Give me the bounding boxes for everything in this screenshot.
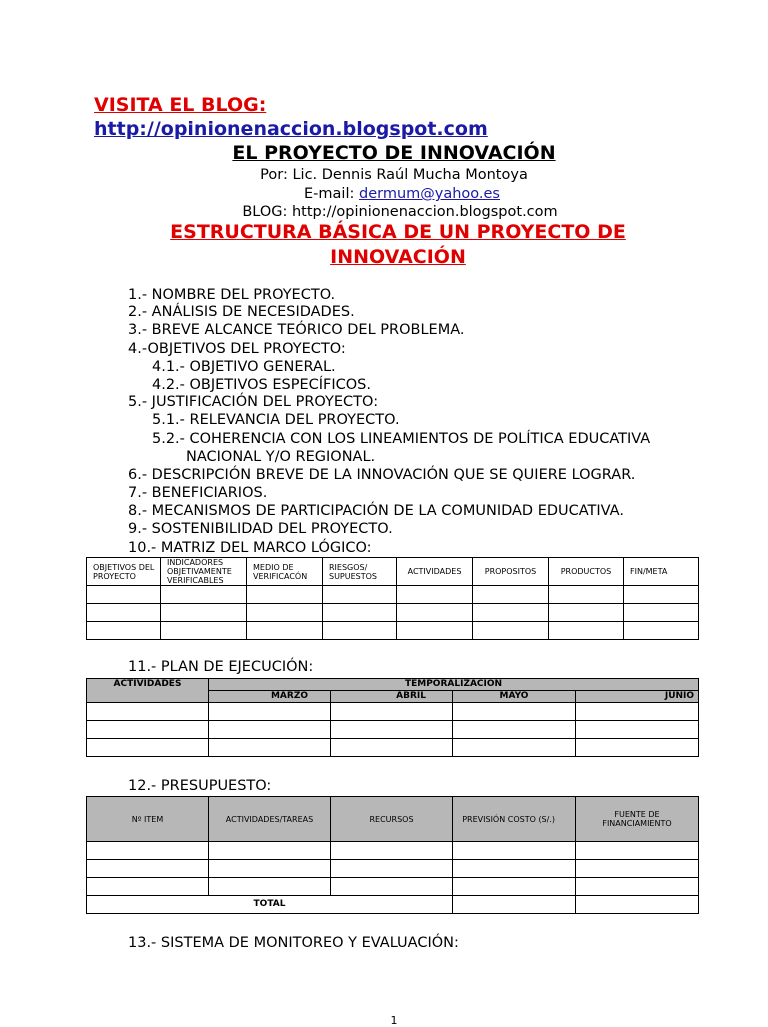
header-marzo: MARZO (209, 691, 331, 703)
blog-url-link[interactable]: http://opinionenaccion.blogspot.com (94, 118, 488, 140)
list-item: 4.2.- OBJETIVOS ESPECÍFICOS. (152, 377, 371, 393)
table-row (87, 860, 699, 878)
list-item: 8.- MECANISMOS DE PARTICIPACIÓN DE LA COMUNIDAD EDUCATIVA. (128, 503, 624, 519)
header-mayo: MAYO (453, 691, 576, 703)
header-actividades-tareas: ACTIVIDADES/TAREAS (209, 797, 331, 842)
header-propositos: PROPOSITOS (473, 558, 549, 586)
author-line: Por: Lic. Dennis Raúl Mucha Montoya (260, 167, 528, 183)
list-item: 2.- ANÁLISIS DE NECESIDADES. (128, 304, 355, 320)
header-productos: PRODUCTOS (549, 558, 624, 586)
total-source-cell (576, 896, 699, 914)
document-title: EL PROYECTO DE INNOVACIÓN (232, 142, 556, 164)
blog-line: BLOG: http://opinionenaccion.blogspot.com (242, 204, 558, 220)
email-line (0, 185, 768, 203)
header-indicadores: INDICADORES OBJETIVAMENTE VERIFICABLES (161, 558, 247, 586)
list-item: 4.-OBJETIVOS DEL PROYECTO: (128, 341, 346, 357)
list-item: 7.- BENEFICIARIOS. (128, 485, 268, 501)
table-row (87, 622, 699, 640)
table-row (87, 721, 699, 739)
list-item: 5.- JUSTIFICACIÓN DEL PROYECTO: (128, 394, 379, 410)
header-actividades: ACTIVIDADES (87, 679, 209, 703)
list-item: 4.1.- OBJETIVO GENERAL. (152, 359, 336, 375)
total-cost-cell (453, 896, 576, 914)
header-junio: JUNIO (576, 691, 699, 703)
list-item: 5.2.- COHERENCIA CON LOS LINEAMIENTOS DE POLÍTICA EDUCATIVA (152, 431, 651, 447)
header-actividades: ACTIVIDADES (397, 558, 473, 586)
header-prevision-costo: PREVISIÓN COSTO (S/.) (453, 797, 576, 842)
header-fin-meta: FIN/META (624, 558, 699, 586)
header-fuente-financiamiento: FUENTE DE FINANCIAMIENTO (576, 797, 699, 842)
header-medio-verificacion: MEDIO DE VERIFICACÓN (247, 558, 323, 586)
logic-matrix-table (86, 557, 699, 640)
budget-table (86, 796, 699, 914)
list-item: 5.1.- RELEVANCIA DEL PROYECTO. (152, 412, 400, 428)
list-item: 3.- BREVE ALCANCE TEÓRICO DEL PROBLEMA. (128, 322, 465, 338)
header-riesgos: RIESGOS/ SUPUESTOS (323, 558, 397, 586)
section-title-execution: 11.- PLAN DE EJECUCIÓN: (128, 659, 314, 675)
header-recursos: RECURSOS (331, 797, 453, 842)
list-item: NACIONAL Y/O REGIONAL. (186, 449, 376, 465)
header-abril: ABRIL (331, 691, 453, 703)
total-label: TOTAL (87, 896, 453, 914)
section-title-budget: 12.- PRESUPUESTO: (128, 778, 272, 794)
list-item: 6.- DESCRIPCIÓN BREVE DE LA INNOVACIÓN QUE SE QUIERE LOGRAR. (128, 467, 636, 483)
table-row (87, 739, 699, 757)
header-item: Nº ITEM (87, 797, 209, 842)
header-objetivos: OBJETIVOS DEL PROYECTO (87, 558, 161, 586)
table-row (87, 703, 699, 721)
page-number: 1 (390, 1014, 398, 1027)
email-label: E-mail: (304, 186, 355, 202)
blog-label: VISITA EL BLOG: (94, 94, 267, 116)
table-row (87, 878, 699, 896)
table-row (87, 842, 699, 860)
header-temporalizacion: TEMPORALIZACIÓN (209, 679, 699, 691)
execution-plan-table (86, 678, 699, 757)
table-row (87, 586, 699, 604)
list-item: 9.- SOSTENIBILIDAD DEL PROYECTO. (128, 521, 393, 537)
list-item: 1.- NOMBRE DEL PROYECTO. (128, 287, 336, 303)
structure-title: ESTRUCTURA BÁSICA DE UN PROYECTO DE INNOVACIÓN (170, 221, 626, 268)
table-row (87, 604, 699, 622)
section-title-monitoring: 13.- SISTEMA DE MONITOREO Y EVALUACIÓN: (128, 935, 459, 951)
email-link[interactable]: dermum@yahoo.es (358, 186, 500, 202)
list-item: 10.- MATRIZ DEL MARCO LÓGICO: (128, 540, 372, 556)
